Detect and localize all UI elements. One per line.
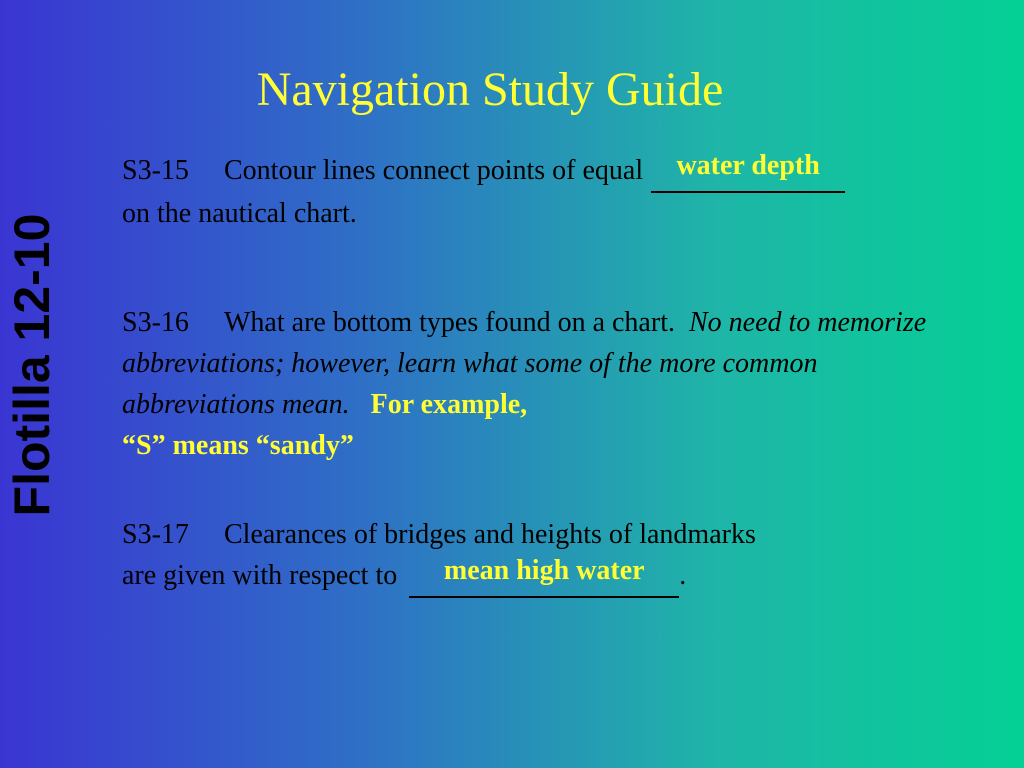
question-s3-16 [122,302,942,466]
question-continuation: on the nautical chart. [122,198,357,229]
study-note: No need to memorize abbreviations; however, learn what some of the more common abbreviations mean. [122,307,927,420]
answer-text: mean high water [443,555,645,586]
answer-text: water depth [676,150,820,181]
question-number: S3-15 [122,155,189,186]
sentence-end: . [679,560,687,591]
question-number: S3-17 [122,519,189,550]
flotilla-side-label: Flotilla 12-10 [4,213,60,517]
question-text: are given with respect to [122,560,398,591]
example-lead: For example, [370,389,528,420]
question-line [122,150,942,193]
question-line [122,514,900,555]
question-s3-17 [122,514,942,598]
answer-blank [409,555,679,598]
question-text: Clearances of bridges and heights of landmarks [224,519,756,550]
slide-title: Navigation Study Guide [256,63,724,116]
answer-blank [651,150,845,193]
question-text: What are bottom types found on a chart. [224,307,675,338]
question-line [122,555,942,598]
question-number: S3-16 [122,307,189,338]
question-s3-15 [122,150,942,234]
question-text: Contour lines connect points of equal [224,155,644,186]
example-text: “S” means “sandy” [122,430,354,461]
